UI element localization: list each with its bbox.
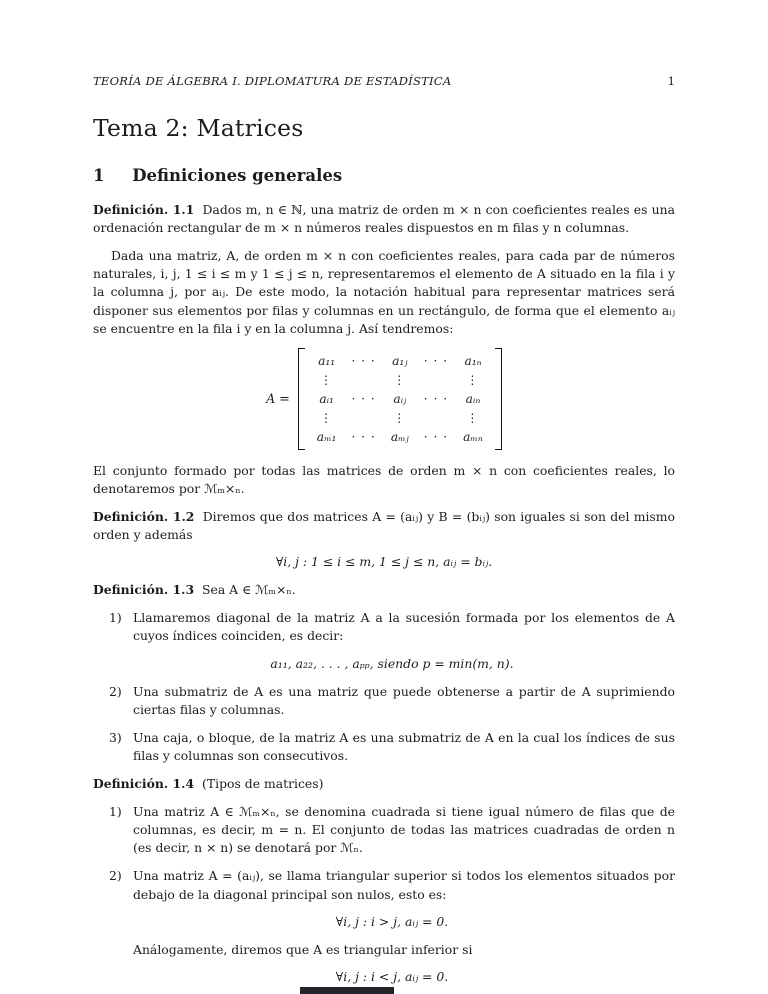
- matrix-cell: aᵢⱼ: [393, 391, 407, 406]
- equality-formula: ∀i, j : 1 ≤ i ≤ m, 1 ≤ j ≤ n, aᵢⱼ = bᵢⱼ.: [275, 554, 493, 570]
- matrix-cell: ⋮: [466, 410, 480, 425]
- definition-1-2-label: Definición. 1.2: [93, 508, 195, 524]
- definition-1-3-label: Definición. 1.3: [93, 582, 195, 598]
- item-marker: 2): [109, 868, 122, 884]
- matrix-cell: · · ·: [351, 429, 376, 444]
- item-marker: 2): [109, 683, 122, 699]
- list-item: [109, 803, 675, 857]
- running-head: [93, 74, 675, 88]
- section-title: Definiciones generales: [132, 166, 343, 185]
- matrix-display: [93, 348, 675, 450]
- matrix-cell: · · ·: [423, 391, 449, 406]
- list-item: [109, 867, 675, 903]
- matrix-cell: · · ·: [351, 391, 376, 406]
- item-text: Una caja, o bloque, de la matriz A es una submatriz de A en la cual los índices de sus filas y columnas son consecutivos.: [133, 729, 675, 763]
- matrix-cell: ⋮: [466, 372, 480, 387]
- definition-1-1: [93, 201, 675, 237]
- lower-triangular-formula: ∀i, j : i < j, aᵢⱼ = 0.: [335, 968, 449, 984]
- left-bracket: [298, 348, 305, 450]
- right-bracket: [495, 348, 502, 450]
- matrix-cell: ⋮: [393, 410, 407, 425]
- matrix-cell: a₁ₙ: [464, 353, 482, 368]
- matrix-cell: ⋮: [320, 372, 334, 387]
- list-item: [109, 609, 675, 645]
- item-marker: 1): [109, 804, 122, 820]
- matrix-cell: aₘ₁: [316, 429, 337, 444]
- intro-paragraph: Dada una matriz, A, de orden m × n con coeficientes reales, para cada par de números naturales, i, j, 1 ≤ i ≤ m y 1 ≤ j ≤ n, representaremos el elemento de A situado en la fila i y la columna j, por aᵢⱼ. De este modo, la notación habitual para representar matrices será disponer sus elementos por filas y columnas en un rectángulo, de forma que el elemento aᵢⱼ se encuentre en la fila i y en la columna j. Así tendremos:: [93, 248, 675, 336]
- definition-1-2: [93, 508, 675, 544]
- matrix-cell: · · ·: [351, 353, 376, 368]
- lower-triangular-text: Análogamente, diremos que A es triangular inferior si: [133, 941, 473, 957]
- definition-1-4-list: [109, 803, 675, 984]
- definition-1-3: [93, 581, 675, 599]
- definition-1-4-intro: (Tipos de matrices): [202, 775, 324, 791]
- section-number: 1: [93, 166, 105, 185]
- definition-1-2-text: Diremos que dos matrices A = (aᵢⱼ) y B = (bᵢⱼ) son iguales si son del mismo orden y además: [93, 508, 676, 543]
- matrix-cell: ⋮: [320, 410, 334, 425]
- matrix-cell: aₘⱼ: [390, 429, 409, 444]
- item-marker: 1): [109, 610, 122, 626]
- matrix-cell: a₁ⱼ: [392, 353, 408, 368]
- definition-1-4: [93, 775, 675, 793]
- matrix-cell: aᵢ₁: [319, 391, 334, 406]
- page-number: 1: [667, 74, 675, 88]
- matrix-cell: aₘₙ: [463, 429, 483, 444]
- matrix-lhs: A =: [266, 391, 290, 407]
- matrix-cell: · · ·: [423, 353, 449, 368]
- item-text: Una submatriz de A es una matriz que puede obtenerse a partir de A suprimiendo ciertas filas y columnas.: [133, 683, 675, 717]
- definition-1-3-intro: Sea A ∈ ℳₘ×ₙ.: [202, 582, 296, 598]
- upper-triangular-formula: ∀i, j : i > j, aᵢⱼ = 0.: [335, 913, 449, 929]
- list-item: [109, 683, 675, 719]
- running-title: TEORÍA DE ÁLGEBRA I. DIPLOMATURA DE ESTADÍSTICA: [93, 74, 452, 88]
- diagonal-formula: a₁₁, a₂₂, . . . , aₚₚ, siendo p = min(m, n).: [270, 655, 514, 671]
- definition-1-1-text: Dados m, n ∈ ℕ, una matriz de orden m × n con coeficientes reales es una ordenación rectangular de m × n números reales dispuestos en m filas y n columnas.: [93, 202, 675, 236]
- definition-1-3-list: [109, 609, 675, 765]
- item-text: Una matriz A = (aᵢⱼ), se llama triangular superior si todos los elementos situados por debajo de la diagonal principal son nulos, esto es:: [133, 868, 675, 902]
- matrix-cell: · · ·: [423, 429, 449, 444]
- matrix-cell: a₁₁: [318, 353, 336, 368]
- matrix-grid: [308, 348, 492, 450]
- item-text: Una matriz A ∈ ℳₘ×ₙ, se denomina cuadrada si tiene igual número de filas que de columnas, es decir, m = n. El conjunto de todas las matrices cuadradas de orden n (es decir, n × n) se denotará por ℳₙ.: [133, 804, 675, 856]
- matrix-cell: ⋮: [393, 372, 407, 387]
- list-item: [109, 729, 675, 765]
- document-title: Tema 2: Matrices: [93, 114, 304, 142]
- definition-1-4-label: Definición. 1.4: [93, 775, 195, 791]
- item-text: Llamaremos diagonal de la matriz A a la sucesión formada por los elementos de A cuyos índices coinciden, es decir:: [133, 610, 675, 644]
- item-marker: 3): [109, 729, 122, 745]
- section-heading: [93, 166, 675, 185]
- set-paragraph: El conjunto formado por todas las matrices de orden m × n con coeficientes reales, lo denotaremos por ℳₘ×ₙ.: [93, 462, 675, 496]
- matrix-cell: aᵢₙ: [465, 391, 481, 406]
- definition-1-1-label: Definición. 1.1: [93, 202, 195, 217]
- bottom-bar-artifact: [300, 987, 394, 994]
